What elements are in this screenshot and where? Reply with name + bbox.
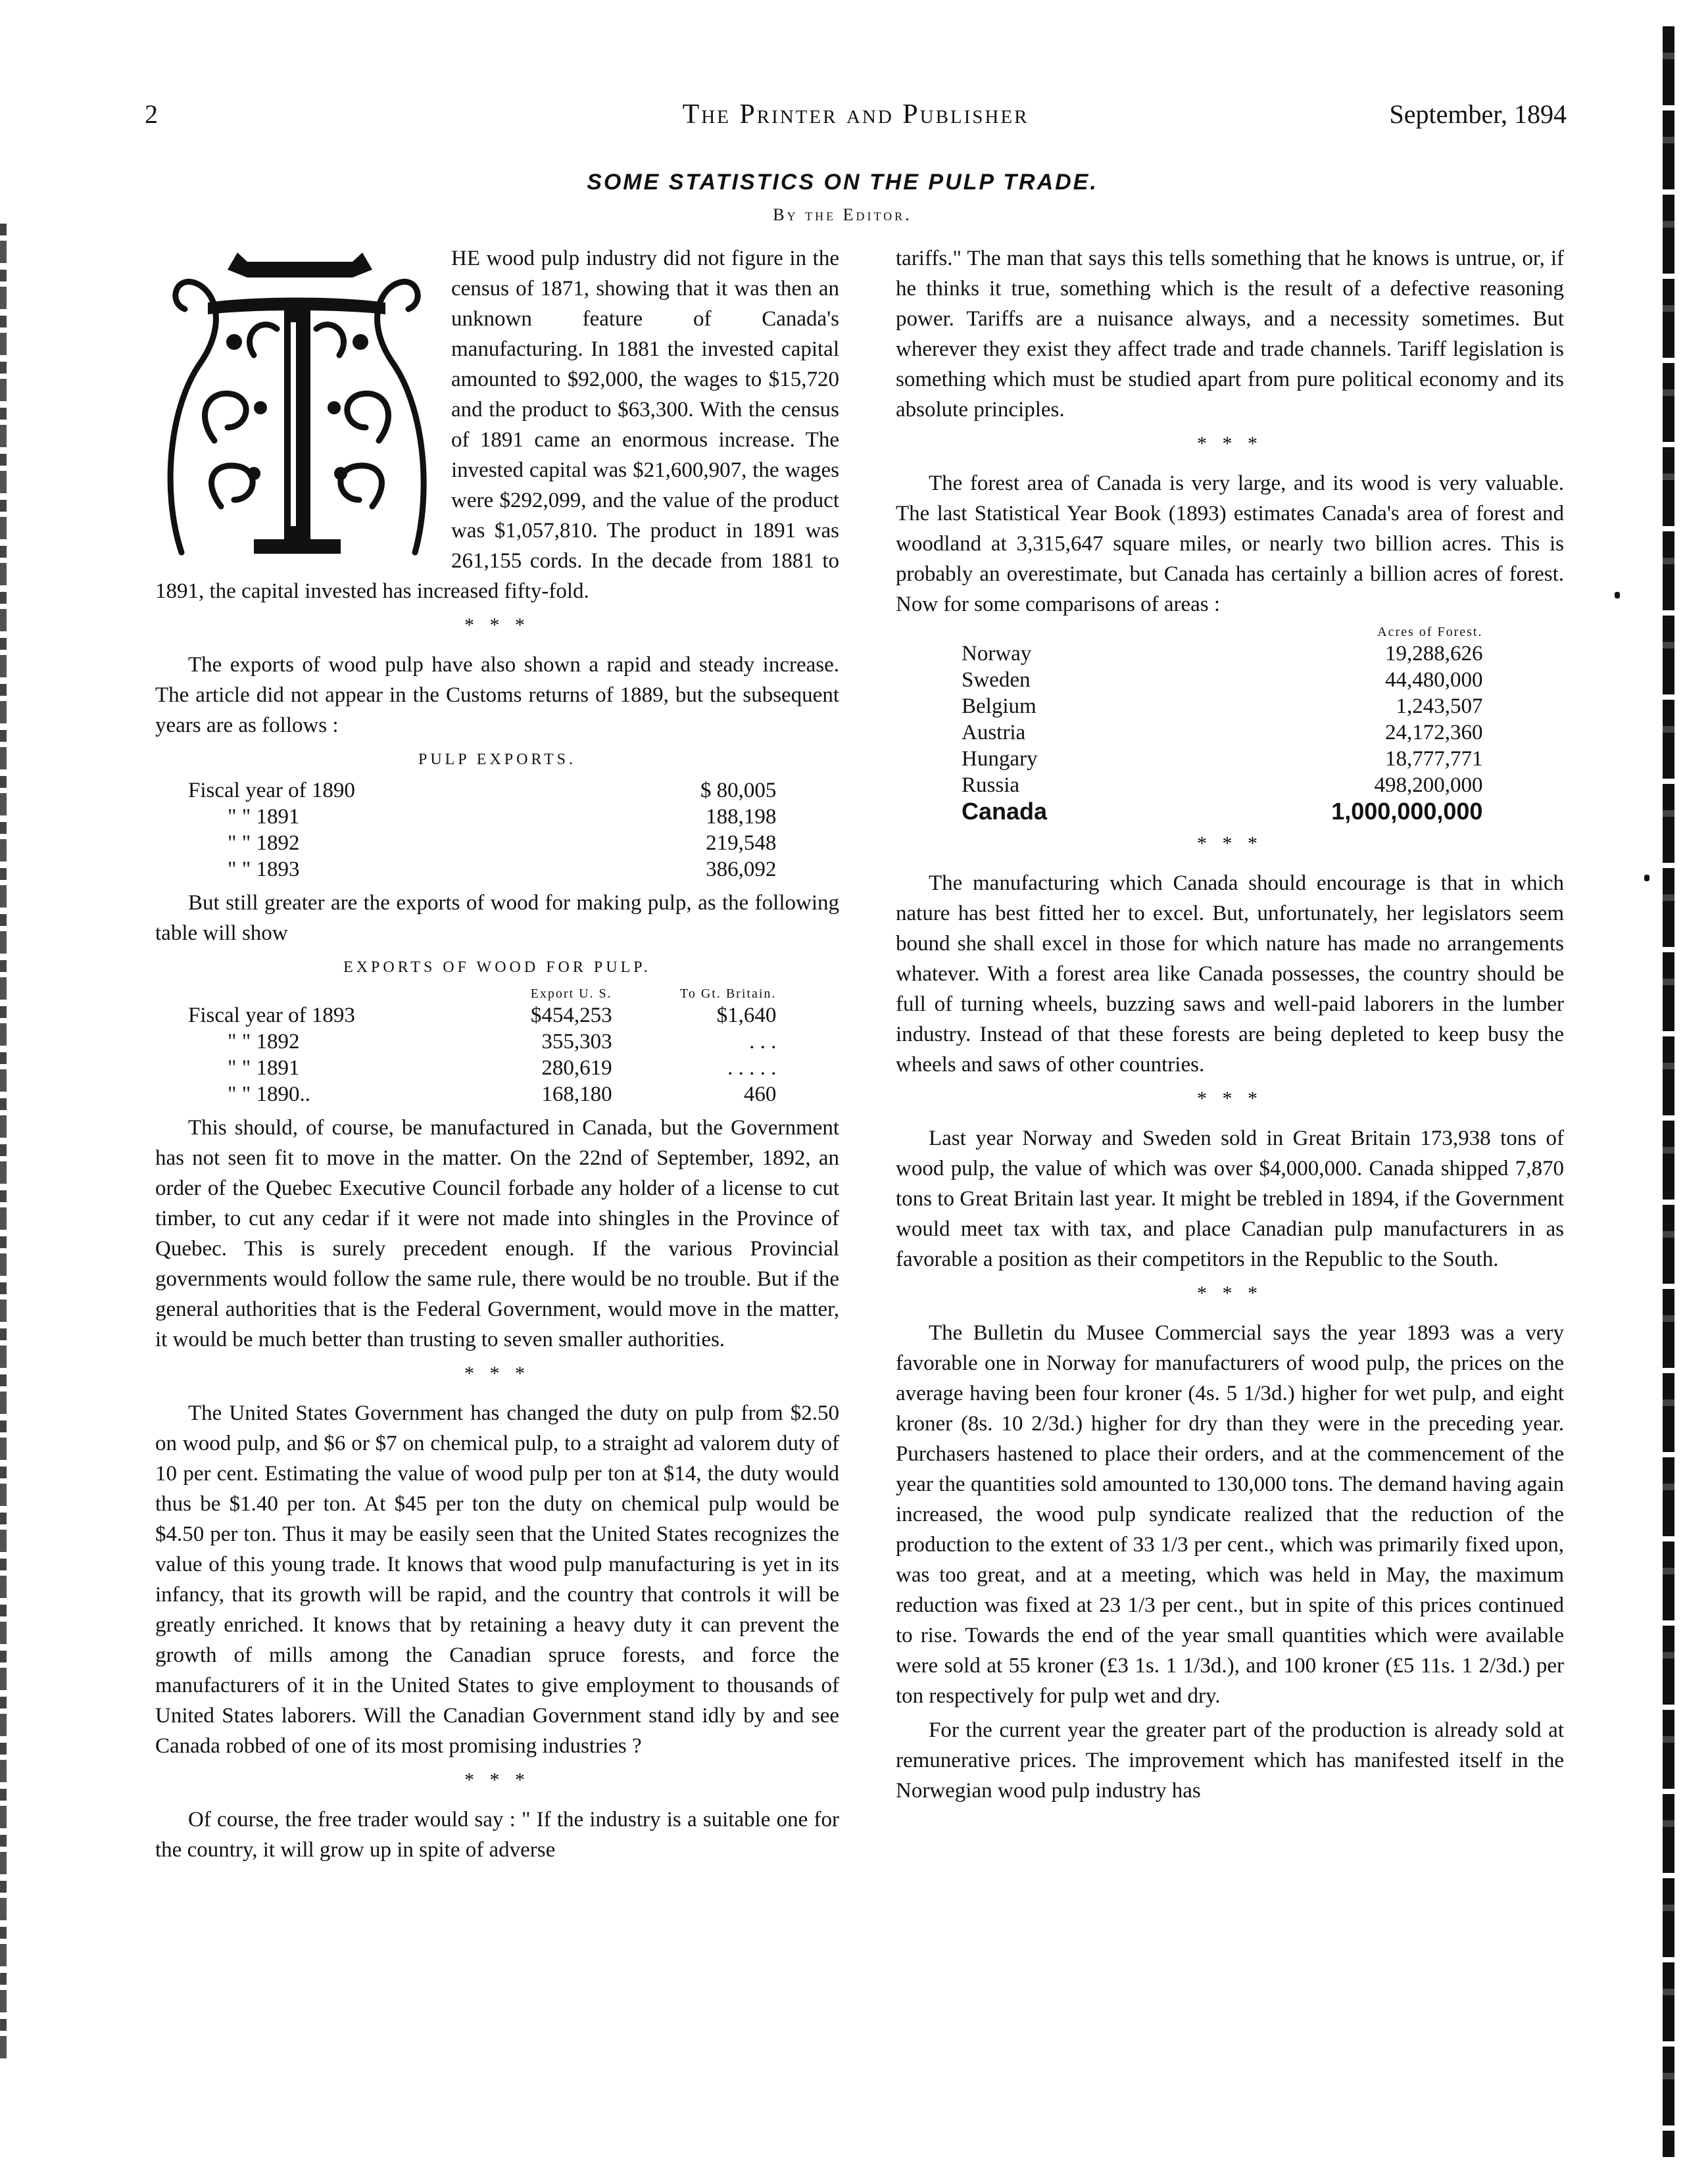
decorative-initial (155, 243, 438, 556)
asterism-divider: * * * (1197, 833, 1263, 854)
table-row: Hungary 18,777,771 (962, 747, 1483, 771)
paragraph: HE wood pulp industry did not figure in the census of 1871, showing that it was then an unknown feature of Canada's manufacturing. In 1881 the invested capital amounted to $92,000, the wages to $15,720 and the product to $63,300. With the census of 1891 came an enormous increase. The invested capital was $21,600,907, the wages were $292,099, and the value of the product was $1,057,810. The product in 1891 was 261,155 cords. In the decade from 1881 to 1891, the capital invested has increased fifty-fold. (155, 247, 839, 603)
table-row: Russia 498,200,000 (962, 773, 1483, 797)
issue-date: September, 1894 (1389, 99, 1567, 129)
byline: By the Editor. (773, 205, 912, 224)
asterism-divider: * * * (464, 1769, 530, 1791)
table-row: Norway 19,288,626 (962, 642, 1483, 666)
asterism-divider: * * * (1197, 1282, 1263, 1304)
table-row: " " 1891 280,619 . . . . . (228, 1056, 777, 1080)
table-row: " " 1892 219,548 (228, 831, 777, 855)
table-row: Fiscal year of 1893 $454,253 $1,640 (188, 1004, 777, 1027)
running-head (145, 99, 1567, 138)
scan-edge-left (0, 224, 7, 2065)
paragraph: The forest area of Canada is very large, and its wood is very valuable. The last Statistical Year Book (1893) estimates Canada's area of forest and woodland at 3,315,647 square miles, or nearly two billion acres. This is probably an overestimate, but Canada has certainly a billion acres of forest. Now for some comparisons of areas : (896, 472, 1564, 616)
paragraph: Last year Norway and Sweden sold in Great Britain 173,938 tons of wood pulp, the value of which was over $4,000,000. Canada shipped 7,870 tons to Great Britain last year. It might be trebled in 1894, if the Government would meet tax with tax, and place Canadian pulp manufacturers in as favorable a position as their competitors in the Republic to the South. (896, 1127, 1564, 1271)
pulp-exports-table (188, 777, 776, 883)
scan-speck (1644, 875, 1649, 881)
scan-edge-right (1663, 26, 1674, 2157)
asterism-divider: * * * (1197, 1088, 1263, 1109)
asterism-divider: * * * (1197, 433, 1263, 454)
asterism-divider: * * * (464, 614, 530, 636)
wood-exports-table (188, 985, 776, 1107)
paragraph: The exports of wood pulp have also shown a rapid and steady increase. The article did not appear in the Customs returns of 1889, but the subsequent years are as follows : (155, 653, 839, 737)
column-header: Export U. S. (530, 986, 612, 1001)
table-row: " " 1890.. 168,180 460 (228, 1082, 777, 1106)
paragraph: The United States Government has changed the duty on pulp from $2.50 on wood pulp, and $6 or $7 on chemical pulp, to a straight ad valorem duty of 10 per cent. Estimating the value of wood pulp per ton at $14, the duty would thus be $1.40 per ton. At $45 per ton the duty on chemical pulp would be $4.50 per ton. Thus it may be easily seen that the United States recognizes the value of this young trade. It knows that wood pulp manufacturing is yet in its infancy, that its growth will be rapid, and the country that controls it will be greatly enriched. It knows that by retaining a heavy duty it can prevent the growth of mills among the Canadian spruce forests, and force the manufacturers of it in the United States to give employment to thousands of United States laborers. Will the Canadian Government stand idly by and see Canada robbed of one of its most promising industries ? (155, 1401, 839, 1758)
scan-speck (1615, 592, 1620, 598)
journal-title: The Printer and Publisher (682, 99, 1029, 130)
table-row: Belgium 1,243,507 (962, 694, 1483, 718)
right-column (896, 243, 1564, 1810)
pulp-exports-title: PULP EXPORTS. (418, 751, 577, 768)
table-row: " " 1892 355,303 . . . (228, 1030, 777, 1054)
paragraph: The manufacturing which Canada should encourage is that in which nature has best fitted her to excel. But, unfortunately, her legislators seem bound she shall excel in those for which nature has made no arrangements whatever. With a forest area like Canada possesses, the country should be full of turning wheels, buzzing saws and well-paid laborers in the lumber industry. Instead of that these forests are being depleted to keep busy the wheels and saws of other countries. (896, 871, 1564, 1077)
table-row: " " 1891 188,198 (228, 805, 777, 829)
table-row: " " 1893 386,092 (228, 858, 777, 881)
asterism-divider: * * * (464, 1363, 530, 1384)
table-row-canada: Canada 1,000,000,000 (962, 798, 1483, 825)
paragraph: But still greater are the exports of wood for making pulp, as the following table will show (155, 891, 839, 945)
table-row: Fiscal year of 1890 $ 80,005 (188, 779, 777, 802)
article-title: SOME STATISTICS ON THE PULP TRADE. (587, 170, 1098, 195)
table-header-row (962, 623, 1482, 641)
table-row: Sweden 44,480,000 (962, 668, 1483, 692)
paragraph: The Bulletin du Musee Commercial says the year 1893 was a very favorable one in Norway for manufacturers of wood pulp, the prices on the average having been four kroner (4s. 5 1/3d.) higher for wet pulp, and eight kroner (8s. 10 2/3d.) higher for dry than they were in the preceding year. Purchasers hastened to place their orders, and at the commencement of the year the quantities sold amounted to 130,000 tons. The demand having again increased, the wood pulp syndicate realized that the reduction of the production to the extent of 33 1/3 per cent., which was primarily fixed upon, was too great, and at a meeting, which was held in May, the maximum reduction was fixed at 23 1/3 per cent., but in spite of this prices continued to rise. Towards the end of the year small quantities which were available were sold at 55 kroner (£3 1s. 1 1/3d.), and 100 kroner (£5 11s. 1 2/3d.) per ton respectively for pulp wet and dry. (896, 1321, 1564, 1708)
paragraph: For the current year the greater part of the production is already sold at remunerative prices. The improvement which has manifested itself in the Norwegian wood pulp industry has (896, 1718, 1564, 1803)
table-header-row (188, 985, 776, 1002)
left-column (155, 243, 839, 1869)
paragraph: Of course, the free trader would say : " If the industry is a suitable one for the country, it will grow up in spite of adverse (155, 1808, 839, 1862)
table-row: Austria 24,172,360 (962, 721, 1483, 744)
paragraph: This should, of course, be manufactured in Canada, but the Government has not seen fit to move in the matter. On the 22nd of September, 1892, an order of the Quebec Executive Council forbade any holder of a license to cut timber, to cut any cedar if it were not made into shingles in the Province of Quebec. This is surely precedent enough. If the various Provincial governments would follow the same rule, there would be no trouble. But if the general authorities that is the Federal Government, would move in the matter, it would be much better than trusting to seven smaller authorities. (155, 1116, 839, 1351)
column-header: To Gt. Britain. (680, 986, 777, 1001)
forest-area-table (962, 623, 1482, 825)
wood-exports-title: EXPORTS OF WOOD FOR PULP. (343, 959, 651, 976)
paragraph: tariffs." The man that says this tells something that he knows is untrue, or, if he thinks it true, something which is the result of a defective reasoning power. Tariffs are a nuisance always, and a necessity sometimes. But wherever they exist they affect trade and trade channels. Tariff legislation is something which must be studied apart from pure political economy and its absolute principles. (896, 247, 1564, 422)
page-number: 2 (145, 99, 158, 129)
column-header: Acres of Forest. (1377, 625, 1483, 639)
